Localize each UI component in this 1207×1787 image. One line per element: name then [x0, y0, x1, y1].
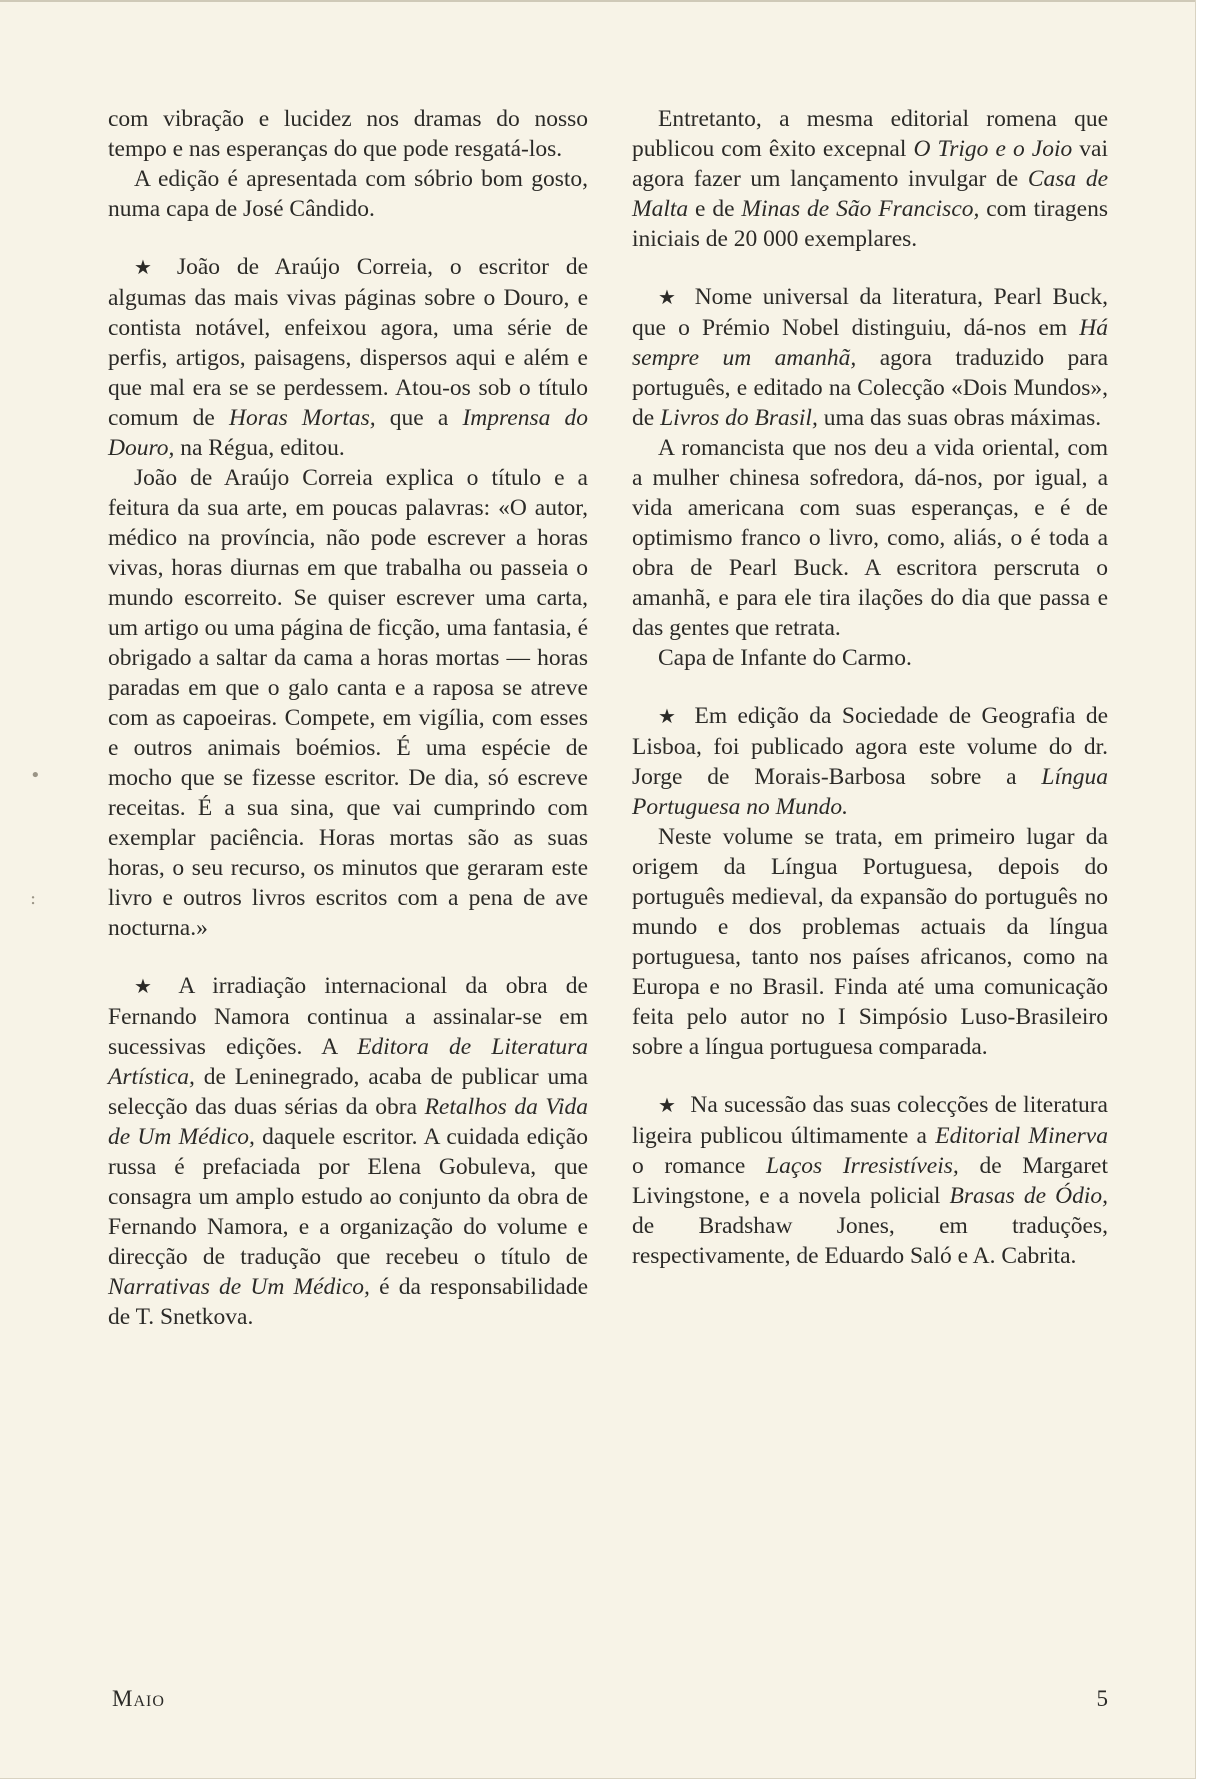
book-title: O Trigo e o Joio: [913, 136, 1073, 162]
publisher-name: Editora de Literatura Artística,: [108, 1034, 588, 1090]
star-icon: ★: [134, 976, 165, 998]
paragraph: com vibração e lucidez nos dramas do nosso tempo e nas esperanças do que pode resgatá-los.: [108, 106, 588, 162]
news-item: ★ A irradiação internacional da obra de Fernando Namora continua a assinalar-se em sucessivas edições. A Editora de Literatura Artística, de Leninegrado, acaba de publicar uma selecção das duas sérias da obra Retalhos da Vida de Um Médico, daquele escritor. A cuidada edição russa é prefaciada por Elena Gobuleva, que consagra um amplo estudo ao conjunto da obra de Fernando Namora, e a organização do volume e direcção de tradução que recebeu o título de Narrativas de Um Médico, é da responsabilidade de T. Snetkova.: [108, 973, 588, 1330]
news-item: ★ Em edição da Sociedade de Geografia de Lisboa, foi publicado agora este volume do dr. Jorge de Morais-Barbosa sobre a Língua Portuguesa no Mundo.: [632, 703, 1108, 820]
binding-hole-mark: :: [30, 888, 37, 909]
news-item: ★ Na sucessão das suas colecções de literatura ligeira publicou últimamente a Editorial Minerva o romance Laços Irresistíveis, de Margaret Livingstone, e a novela policial Brasas de Ódio, de Bradshaw Jones, em traduções, respectivamente, de Eduardo Saló e A. Cabrita.: [632, 1092, 1108, 1269]
paragraph: Entretanto, a mesma editorial romena que publicou com êxito excepnal O Trigo e o Joio vai agora fazer um lançamento invulgar de Casa de Malta e de Minas de São Francisco, com tiragens iniciais de 20 000 exemplares.: [632, 106, 1109, 252]
right-column: [632, 104, 1108, 1271]
paragraph: Neste volume se trata, em primeiro lugar da origem da Língua Portuguesa, depois do português medieval, da expansão do português no mundo e dos problemas actuais da língua portuguesa, tanto nos países africanos, como na Europa e no Brasil. Finda até uma comunicação feita pelo autor no I Simpósio Luso-Brasileiro sobre a língua portuguesa comparada.: [632, 824, 1108, 1060]
paragraph: A edição é apresentada com sóbrio bom gosto, numa capa de José Cândido.: [108, 166, 588, 222]
paragraph: A romancista que nos deu a vida oriental, com a mulher chinesa sofredora, dá-nos, por igual, a vida americana com suas esperanças, e é de optimismo franco o livro, como, aliás, o é toda a obra de Pearl Buck. A escritora perscruta o amanhã, e para ele tira ilações do dia que passa e das gentes que retrata.: [632, 435, 1108, 641]
book-title: Brasas de Ódio,: [949, 1183, 1108, 1209]
star-icon: ★: [658, 706, 681, 728]
footer-month: Maio: [112, 1686, 165, 1711]
star-icon: ★: [658, 1095, 677, 1117]
page-footer: [108, 1686, 1108, 1718]
news-item: ★ Nome universal da literatura, Pearl Buck, que o Prémio Nobel distinguiu, dá-nos em Há sempre um amanhã, agora traduzido para português, e editado na Colecção «Dois Mundos», de Livros do Brasil, uma das suas obras máximas.: [632, 284, 1108, 431]
publisher-name: Editorial Minerva: [935, 1123, 1108, 1149]
book-title: Língua Portuguesa no Mundo.: [632, 764, 1108, 820]
book-title: Laços Irresistíveis,: [766, 1153, 959, 1179]
book-title: Narrativas de Um Médico,: [108, 1274, 370, 1300]
star-icon: ★: [658, 287, 681, 309]
book-title: Minas de São Francisco,: [741, 196, 980, 222]
book-title: Horas Mortas,: [228, 405, 376, 431]
book-title: Há sempre um amanhã,: [632, 315, 1108, 371]
paragraph: Capa de Infante do Carmo.: [658, 645, 912, 671]
publisher-name: Livros do Brasil,: [660, 405, 818, 431]
publisher-name: Imprensa do Douro,: [108, 405, 588, 461]
page-number: 5: [1096, 1686, 1108, 1711]
binding-hole-mark: •: [30, 765, 41, 786]
paragraph: João de Araújo Correia explica o título e a feitura da sua arte, em poucas palavras: «O autor, médico na província, não pode escrever a horas vivas, horas diurnas em que trabalha ou passeia o mundo escorreito. Se quiser escrever uma carta, um artigo ou uma página de ficção, uma fantasia, é obrigado a saltar da cama a horas mortas — horas paradas em que o galo canta e a raposa se atreve com as capoeiras. Compete, em vigília, com esses e outros animais boémios. É uma espécie de mocho que se fizesse escritor. De dia, só escreve receitas. É a sua sina, que vai cumprindo com exemplar paciência. Horas mortas são as suas horas, o seu recurso, os minutos que geraram este livro e outros livros escritos com a pena de ave nocturna.»: [108, 465, 588, 941]
book-title: Casa de Malta: [632, 166, 1109, 222]
book-title: Retalhos da Vida de Um Médico,: [108, 1094, 588, 1150]
news-item: ★ João de Araújo Correia, o escritor de algumas das mais vivas páginas sobre o Douro, e contista notável, enfeixou agora, uma série de perfis, artigos, paisagens, dispersos aqui e além e que mal era se se perdessem. Atou-os sob o título comum de Horas Mortas, que a Imprensa do Douro, na Régua, editou.: [108, 254, 589, 461]
star-icon: ★: [134, 257, 163, 279]
left-column: [108, 104, 588, 1332]
